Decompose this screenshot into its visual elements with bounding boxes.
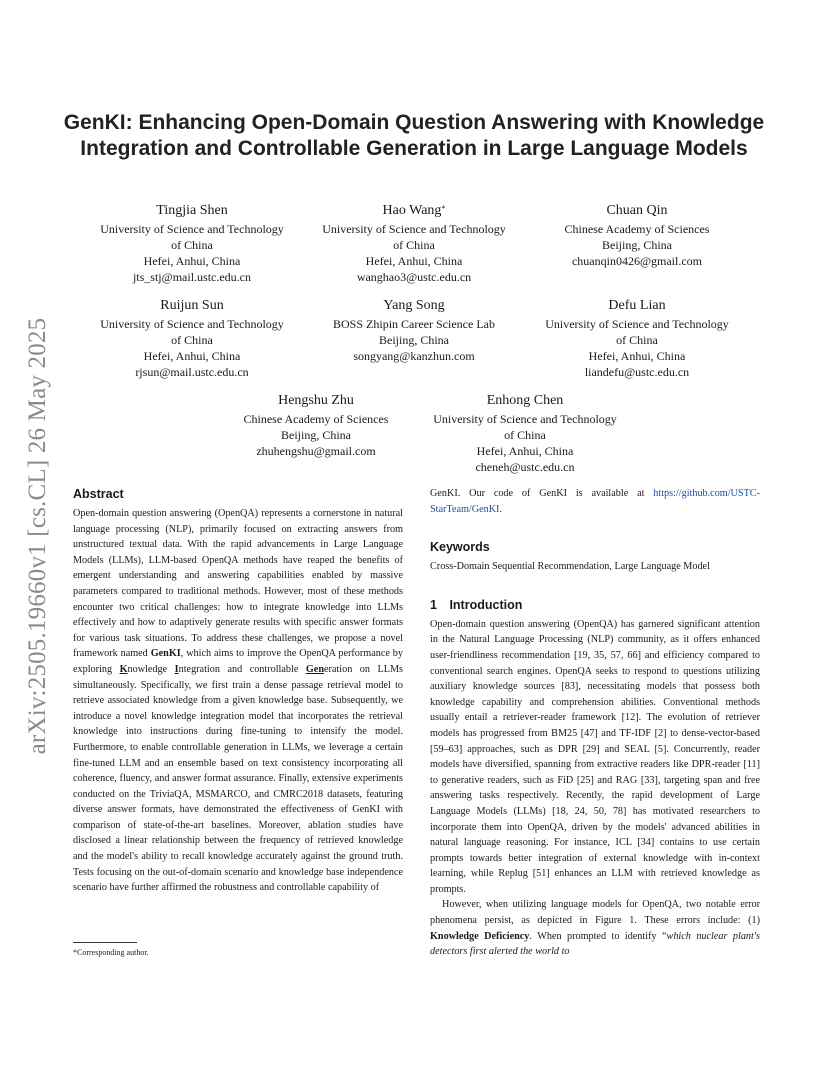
- author-affiliation: BOSS Zhipin Career Science Lab: [333, 317, 495, 331]
- author-email: wanghao3@ustc.edu.cn: [356, 270, 472, 284]
- author-affiliation: of China: [171, 333, 213, 347]
- abstract-heading: Abstract: [73, 487, 124, 501]
- author-location: Beijing, China: [379, 333, 449, 347]
- author-affiliation: University of Science and Technology: [100, 222, 284, 236]
- author-name: Tingjia Shen: [156, 203, 228, 218]
- author-location: Beijing, China: [281, 428, 351, 442]
- corresponding-mark: *: [441, 204, 446, 213]
- author-name: Yang Song: [383, 298, 445, 313]
- author-affiliation: University of Science and Technology: [545, 317, 729, 331]
- arxiv-id-text: arXiv:2505.19660v1 [cs.CL] 26 May 2025: [24, 317, 51, 755]
- intro-paragraph: However, when utilizing language models for OpenQA, two notable error phenomena persist, as depicted in Figure 1. These errors include: (1) Knowledge Deficiency. When prompted to identify “which nuclear plant's detectors first alerted the world to: [430, 899, 760, 958]
- author-affiliation: of China: [171, 238, 213, 252]
- abstract-continuation: GenKI. Our code of GenKI is available at https://github.com/USTC-StarTeam/GenKI.: [430, 488, 760, 515]
- author-block: [304, 201, 524, 285]
- author-email: cheneh@ustc.edu.cn: [475, 460, 575, 474]
- introduction-heading: 1 Introduction: [430, 597, 523, 612]
- author-block: [82, 201, 302, 285]
- footnote-rule: [73, 942, 137, 943]
- author-email: songyang@kanzhun.com: [353, 349, 475, 363]
- paper-title: GenKI: Enhancing Open-Domain Question Answering with Knowledge Integration and Controllable Generation in Large Language Models: [63, 111, 765, 160]
- abstract-text: Open-domain question answering (OpenQA) represents a cornerstone in natural language processing (NLP), primarily focused on extracting answers from unstructured textual data. With the rapid advancements in Large Language Models (LLMs), LLM-based OpenQA methods have reaped the benefits of emergent understanding and answering capabilities enabled by massive parameters compared to traditional methods. However, most of these methods encounter two critical challenges: how to integrate knowledge into LLMs effectively and how to adaptively generate results with specific answer formats for various task situations. To address these challenges, we propose a novel framework named GenKI, which aims to improve the OpenQA performance by exploring Knowledge Integration and controllable Generation on LLMs simultaneously. Specifically, we first train a dense passage retrieval model to retrieve associated knowledge from a given knowledge base. Subsequently, we introduce a novel knowledge integration model that incorporates the retrieval knowledge into instructions during fine-tuning to intensify the model. Furthermore, to enable controllable generation in LLMs, we leverage a certain fine-tuned LLM and an ensemble based on text consistency incorporating all coherence, fluency, and answer format assurance. Finally, extensive experiments conducted on the TriviaQA, MSMARCO, and CMRC2018 datasets, featuring diverse answer formats, have demonstrated the effectiveness of GenKI with comparison of state-of-the-art baselines. Moreover, ablation studies have disclosed a linear relationship between the frequency of retrieved knowledge and the model's ability to recall knowledge accurately against the ground truth. Tests focusing on the out-of-domain scenario and knowledge base independence scenario have further affirmed the robustness and controllable capability of: [73, 508, 403, 894]
- right-column: [430, 486, 760, 960]
- author-name: Chuan Qin: [606, 203, 668, 218]
- author-email: liandefu@ustc.edu.cn: [584, 365, 690, 379]
- author-affiliation: of China: [504, 428, 546, 442]
- author-name: Defu Lian: [608, 298, 666, 313]
- author-location: Hefei, Anhui, China: [588, 349, 686, 363]
- author-block: [82, 296, 302, 380]
- left-column: [73, 486, 403, 896]
- author-block: [527, 296, 747, 380]
- intro-paragraph: Open-domain question answering (OpenQA) has garnered significant attention in the Natural Language Processing (NLP) community, as it offers enhanced user-friendliness recommendation [19, 35, 57, 66] and efficiency compared to conventional search engines. OpenQA seeks to respond to questions utilizing auxiliary knowledge sources [83], necessitating models that possess both knowledge capability and comprehension abilities. Conventional methods usually entail a retriever-reader framework [12]. The evolution of retriever models has progressed from BM25 [47] and TF-IDF [2] to dense-vector-based [59–63] approaches, such as DPR [29] and SEAL [5]. Concurrently, reader models have diversified, spanning from extractive readers like DPR-reader [11] to generative readers, such as FiD [25] and RAG [33], targeting span and free answering tasks respectively. Recently, the rapid development of Large Language Models (LLMs) [18, 24, 50, 78] has motivated researchers to incorporate them into OpenQA, driven by the models' advanced abilities in natural language reasoning. For instance, ICL [34] contains to use certain prompts towards better integration of external knowledge with in-context learning, while Replug [51] enhances an LLM with retrieved knowledge as prompts.: [430, 618, 760, 895]
- author-location: Beijing, China: [602, 238, 672, 252]
- author-name: Hao Wang*: [382, 203, 446, 218]
- author-affiliation: University of Science and Technology: [100, 317, 284, 331]
- author-location: Hefei, Anhui, China: [476, 444, 574, 458]
- author-block: [527, 201, 747, 269]
- author-block: [206, 391, 426, 459]
- author-location: Hefei, Anhui, China: [143, 254, 241, 268]
- author-location: Hefei, Anhui, China: [143, 349, 241, 363]
- author-affiliation: University of Science and Technology: [433, 412, 617, 426]
- author-email: rjsun@mail.ustc.edu.cn: [135, 365, 249, 379]
- author-name: Enhong Chen: [486, 393, 564, 408]
- author-email: zhuhengshu@gmail.com: [256, 444, 376, 458]
- author-affiliation: University of Science and Technology: [322, 222, 506, 236]
- genki-name: GenKI: [150, 648, 181, 660]
- author-name: Hengshu Zhu: [278, 393, 354, 408]
- author-affiliation: of China: [393, 238, 435, 252]
- author-name: Ruijun Sun: [160, 298, 224, 313]
- author-affiliation: Chinese Academy of Sciences: [564, 222, 710, 236]
- author-email: chuanqin0426@gmail.com: [571, 254, 703, 268]
- arxiv-identifier: [18, 296, 58, 776]
- keywords-text: Cross-Domain Sequential Recommendation, Large Language Model: [430, 561, 710, 573]
- author-affiliation: Chinese Academy of Sciences: [243, 412, 389, 426]
- author-location: Hefei, Anhui, China: [365, 254, 463, 268]
- footnote: *Corresponding author.: [73, 948, 149, 957]
- author-block: [304, 296, 524, 364]
- author-block: [415, 391, 635, 475]
- author-email: jts_stj@mail.ustc.edu.cn: [132, 270, 252, 284]
- code-link[interactable]: https://github.com/USTC-StarTeam/GenKI: [430, 488, 760, 515]
- keywords-heading: Keywords: [430, 540, 490, 555]
- author-affiliation: of China: [616, 333, 658, 347]
